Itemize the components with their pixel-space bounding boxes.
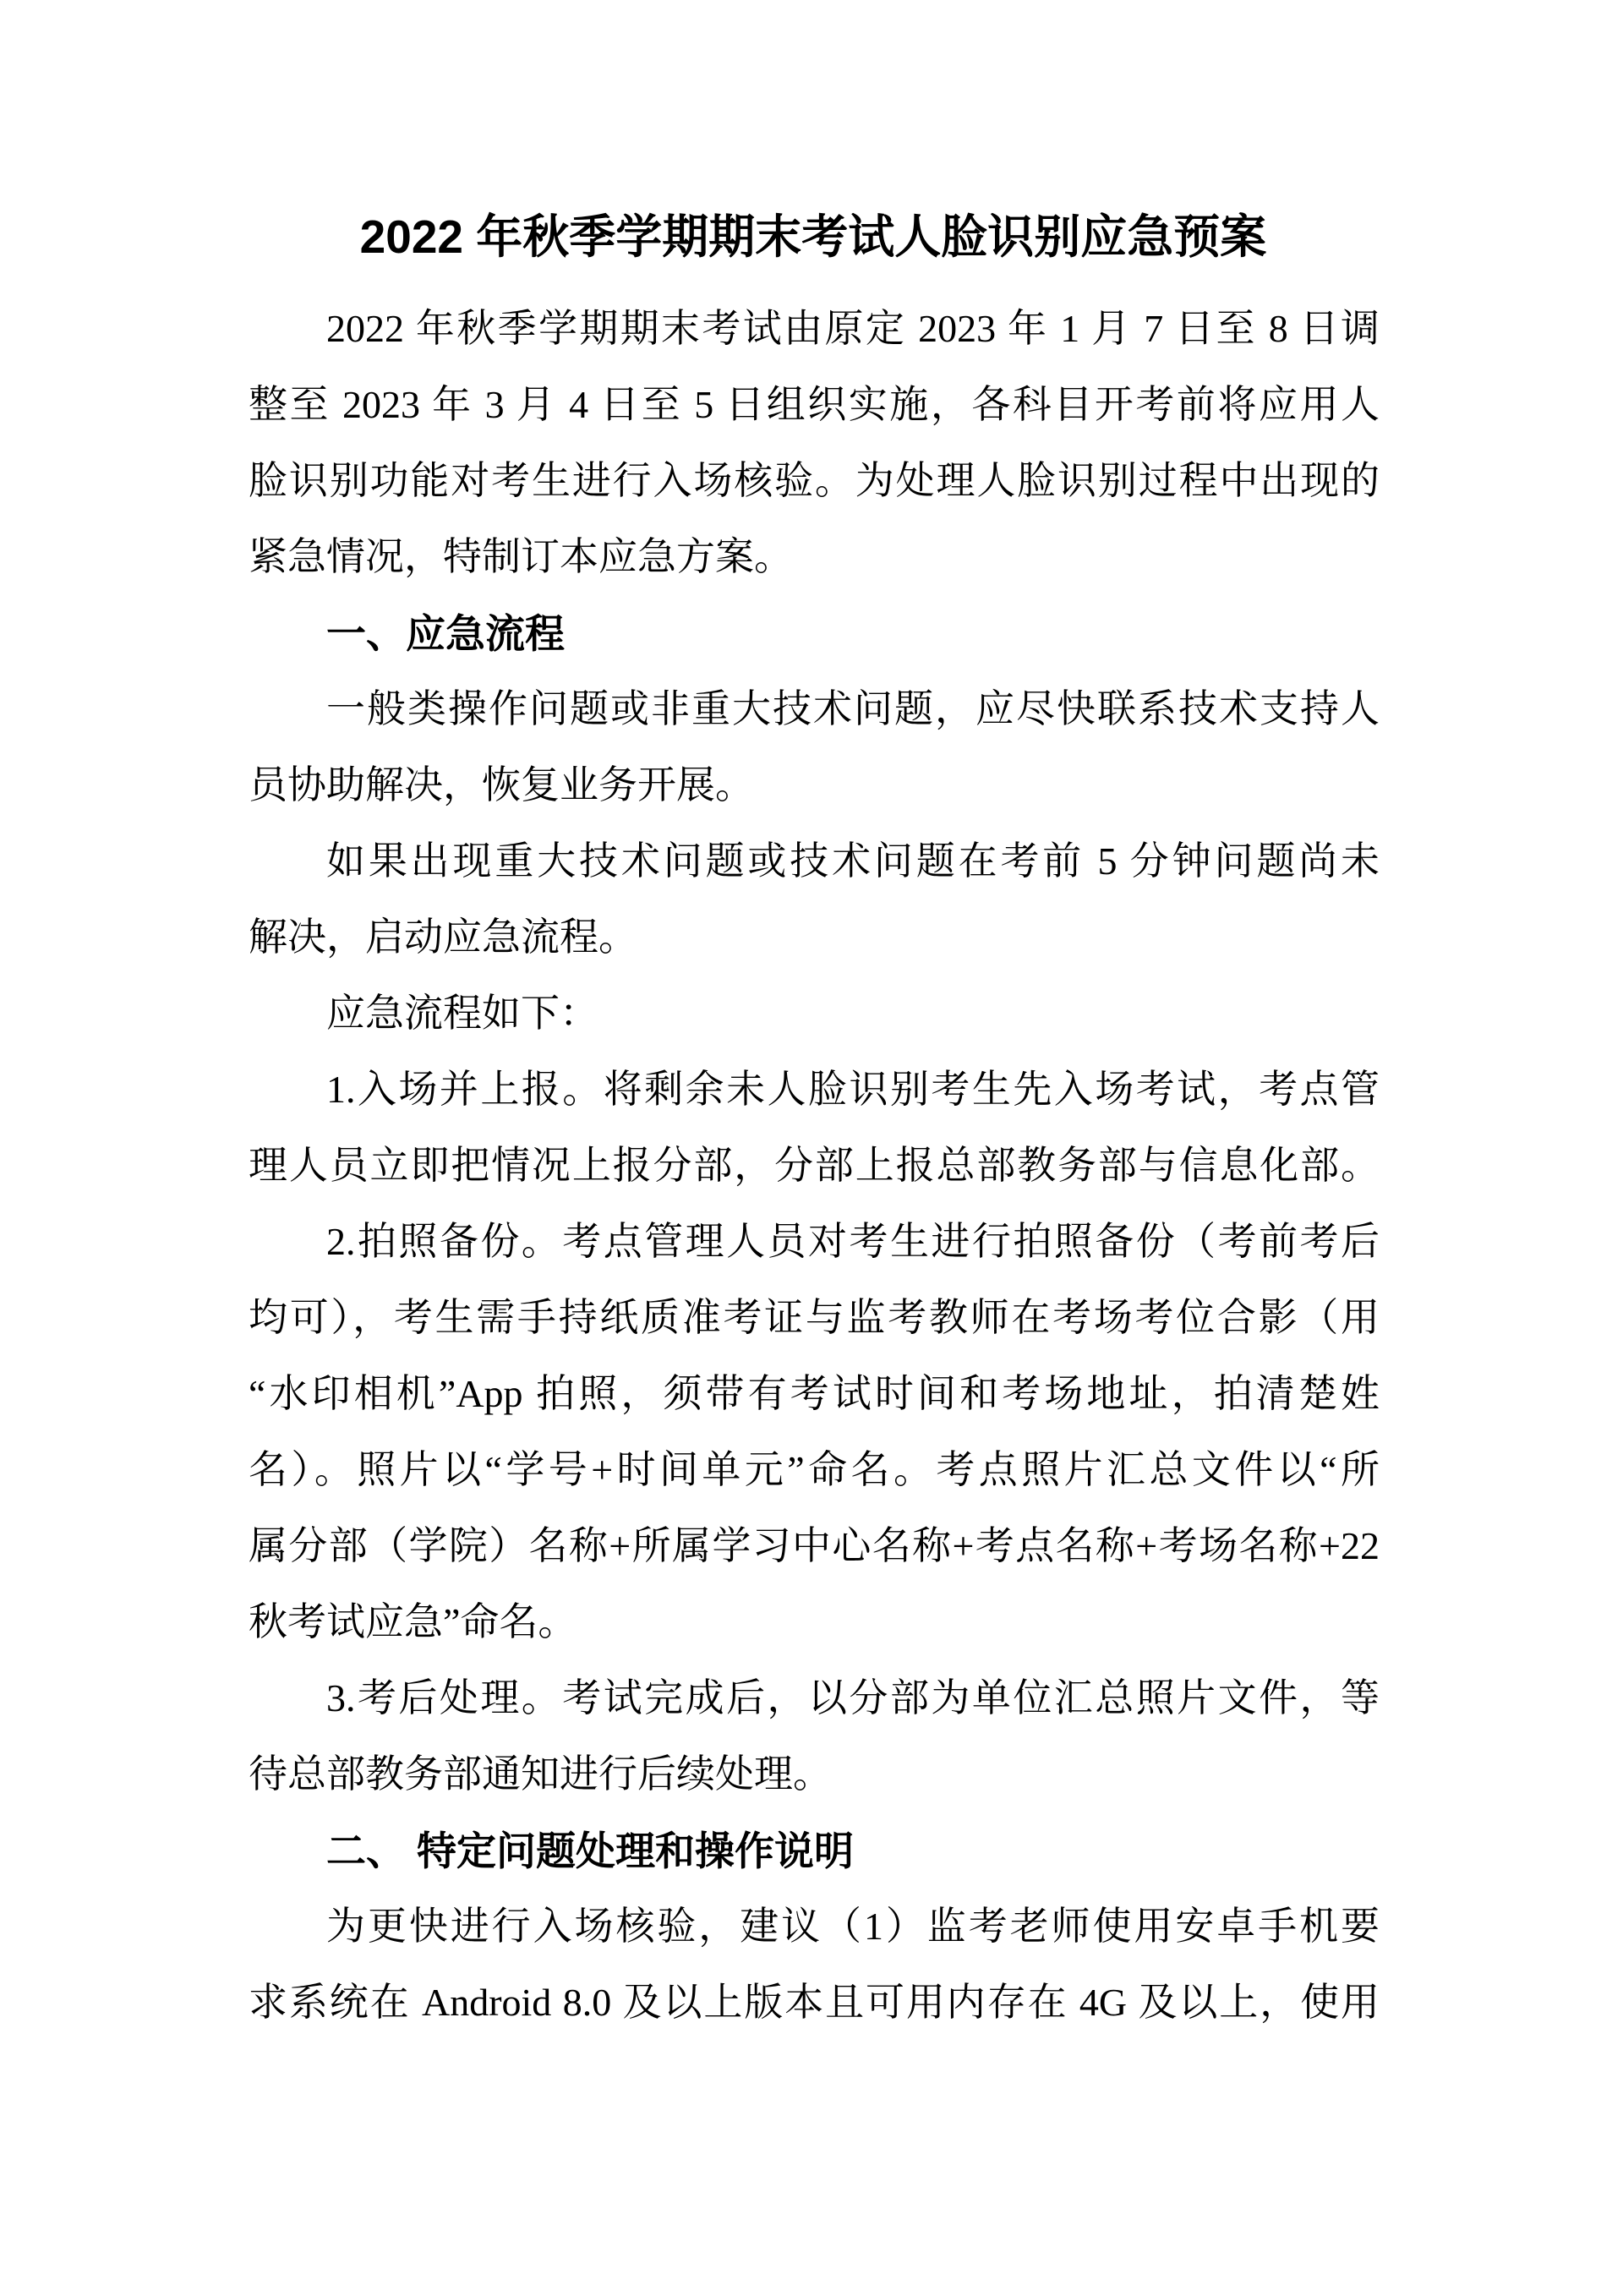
doc-line: 整至 2023 年 3 月 4 日至 5 日组织实施，各科目开考前将应用人 xyxy=(249,383,1380,426)
doc-line: 属分部（学院）名称+所属学习中心名称+考点名称+考场名称+22 xyxy=(249,1524,1380,1567)
doc-line: 员协助解决，恢复业务开展。 xyxy=(249,763,754,806)
doc-line: 均可），考生需手持纸质准考证与监考教师在考场考位合影（用 xyxy=(249,1296,1380,1339)
doc-title: 2022 年秋季学期期末考试人脸识别应急预案 xyxy=(359,210,1267,263)
doc-line: 名）。照片以“学号+时间单元”命名。考点照片汇总文件以“所 xyxy=(249,1448,1380,1491)
doc-line: 脸识别功能对考生进行入场核验。为处理人脸识别过程中出现的 xyxy=(249,459,1380,502)
doc-line: 紧急情况，特制订本应急方案。 xyxy=(249,535,793,578)
section-heading-2: 二、 特定问题处理和操作说明 xyxy=(326,1829,855,1873)
section-heading-1: 一、应急流程 xyxy=(326,611,565,656)
doc-line: 1.入场并上报。将剩余未人脸识别考生先入场考试，考点管 xyxy=(326,1068,1380,1111)
doc-line: 求系统在 Android 8.0 及以上版本且可用内存在 4G 及以上，使用 xyxy=(249,1981,1380,2024)
doc-line: 2022 年秋季学期期末考试由原定 2023 年 1 月 7 日至 8 日调 xyxy=(326,307,1380,350)
doc-line: 为更快进行入场核验，建议（1）监考老师使用安卓手机要 xyxy=(326,1905,1380,1948)
doc-line: 解决，启动应急流程。 xyxy=(249,916,637,959)
doc-line: 一般类操作问题或非重大技术问题，应尽快联系技术支持人 xyxy=(326,687,1380,730)
doc-line: 秋考试应急”命名。 xyxy=(249,1600,577,1643)
doc-line: 2.拍照备份。考点管理人员对考生进行拍照备份（考前考后 xyxy=(326,1220,1380,1263)
doc-line: “水印相机”App 拍照，须带有考试时间和考场地址，拍清楚姓 xyxy=(249,1372,1380,1415)
doc-line: 待总部教务部通知进行后续处理。 xyxy=(249,1752,832,1796)
doc-line: 如果出现重大技术问题或技术问题在考前 5 分钟问题尚未 xyxy=(326,839,1380,883)
doc-line: 理人员立即把情况上报分部，分部上报总部教务部与信息化部。 xyxy=(249,1144,1380,1187)
doc-line: 应急流程如下： xyxy=(326,992,598,1035)
doc-line: 3.考后处理。考试完成后，以分部为单位汇总照片文件，等 xyxy=(326,1676,1380,1719)
